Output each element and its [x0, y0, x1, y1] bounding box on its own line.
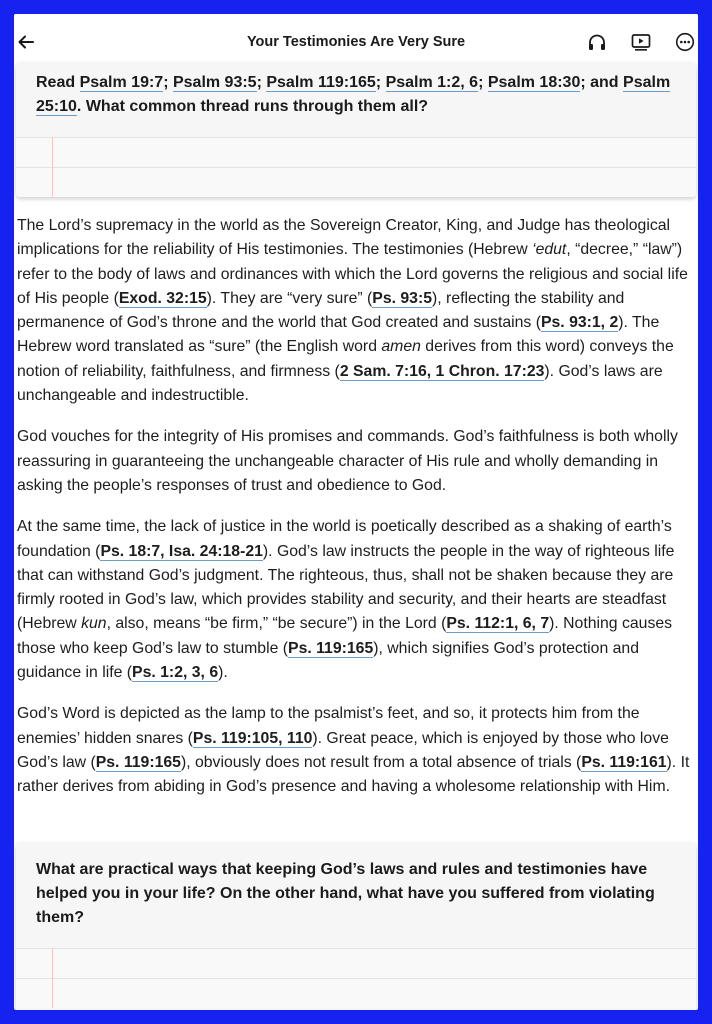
- headphones-icon[interactable]: [586, 31, 608, 53]
- bible-reference-link[interactable]: Psalm 25:10: [36, 74, 671, 115]
- text: ). God’s laws are unchangeable and indestructible.: [17, 362, 663, 405]
- separator: ;: [163, 74, 173, 91]
- paragraph: God vouches for the integrity of His promises and commands. God’s faithfulness is both wholly reassuring in guaranteeing the unchangeable character of His rule and wholly demanding in asking the people’s responses of trust and obedience to God.: [17, 428, 678, 494]
- paragraph: [17, 515, 697, 685]
- lesson-body: [17, 214, 697, 817]
- italic-term: kun: [81, 615, 107, 633]
- question-text-part: . What common thread runs through them all?: [76, 98, 429, 115]
- bible-reference-link[interactable]: Ps. 1:2, 3, 6: [132, 664, 219, 682]
- notepad-rule: [16, 137, 696, 138]
- notepad-rule: [16, 167, 696, 168]
- question-text-part: Read: [36, 74, 80, 91]
- separator: ;: [375, 74, 386, 91]
- text: ). Great peace, which is enjoyed by those who love God’s law (: [17, 729, 669, 771]
- bible-reference-link[interactable]: Exod. 32:15: [118, 289, 207, 307]
- text: ), obviously does not result from a total absence of trials (: [180, 753, 582, 771]
- text: ). God’s law instructs the people in the way of righteous life that can withstand God’s judgment. The righteous, thus, shall not be shaken because they are firmly rooted in God’s law, which provides stability and security, and their hearts are steadfast (Hebrew: [17, 542, 675, 633]
- text: ). They are “very sure” (: [206, 289, 373, 307]
- discussion-question-card: [16, 842, 696, 1010]
- bible-reference-link[interactable]: Ps. 112:1, 6, 7: [446, 615, 550, 633]
- text: ). Nothing causes those who keep God’s law to stumble (: [17, 615, 673, 657]
- play-video-icon[interactable]: [630, 31, 652, 53]
- bible-reference-link[interactable]: Psalm 119:165: [266, 74, 376, 91]
- text: , also, means “be firm,” “be secure”) in the Lord (: [106, 615, 447, 633]
- italic-term: ‘edut: [532, 241, 567, 259]
- separator: ;: [256, 74, 267, 91]
- notepad-rule: [16, 978, 696, 979]
- answer-notepad[interactable]: [16, 948, 696, 1008]
- bible-reference-link[interactable]: Ps. 93:5: [372, 289, 433, 307]
- text: At the same time, the lack of justice in the world is poetically described as a shaking of earth’s foundation (: [17, 518, 672, 560]
- bible-reference-link[interactable]: Psalm 18:30: [487, 74, 581, 91]
- italic-term: amen: [381, 338, 421, 356]
- bible-reference-link[interactable]: Ps. 93:1, 2: [540, 314, 619, 332]
- text: The Lord’s supremacy in the world as the Sovereign Creator, King, and Judge has theological implications for the reliability of His testimonies. The testimonies (Hebrew: [17, 217, 671, 259]
- bible-reference-link[interactable]: Ps. 119:165: [288, 639, 374, 657]
- text: ). The Hebrew word translated as “sure” (the English word: [17, 314, 660, 356]
- notepad-margin: [52, 948, 53, 1008]
- page-title: Your Testimonies Are Very Sure: [246, 34, 466, 50]
- text: ).: [218, 664, 228, 682]
- app-window: [14, 14, 698, 1010]
- discussion-question-card: [16, 62, 696, 197]
- bible-reference-link[interactable]: Ps. 119:165: [95, 753, 181, 771]
- bible-reference-link[interactable]: Psalm 19:7: [79, 74, 164, 91]
- text: derives from this word) conveys the notion of reliability, faithfulness, and firmness (: [17, 338, 674, 380]
- answer-notepad[interactable]: [16, 137, 696, 197]
- question-text: [16, 62, 696, 119]
- bible-reference-link[interactable]: Ps. 119:161: [581, 753, 667, 771]
- bible-reference-link[interactable]: Psalm 93:5: [172, 74, 257, 91]
- text: ), which signifies God’s protection and guidance in life (: [17, 639, 639, 682]
- bible-reference-link[interactable]: Ps. 119:105, 110: [192, 729, 313, 747]
- bible-reference-link[interactable]: Ps. 18:7, Isa. 24:18-21: [100, 542, 263, 560]
- text: , “decree,” “law”) refer to the body of laws and ordinances with which the Lord governs the religious and social life of His people (: [17, 241, 688, 307]
- paragraph: [17, 702, 697, 799]
- notepad-rule: [16, 948, 696, 949]
- separator: ; and: [580, 74, 624, 91]
- question-text: What are practical ways that keeping God’s laws and rules and testimonies have helped you in your life? On the other hand, what have you suffered from violating them?: [36, 861, 655, 926]
- text: ), reflecting the stability and permanence of God’s throne and the world that God created and sustains (: [17, 289, 625, 332]
- bible-reference-link[interactable]: Psalm 1:2, 6: [385, 74, 479, 91]
- bible-reference-link[interactable]: 2 Sam. 7:16, 1 Chron. 17:23: [339, 362, 545, 380]
- separator: ;: [478, 74, 488, 91]
- notepad-margin: [52, 137, 53, 197]
- paragraph: [17, 214, 697, 408]
- text: ). It rather derives from abiding in God’s presence and having a wholesome relationship with Him.: [17, 753, 690, 796]
- more-options-icon[interactable]: [674, 31, 696, 53]
- text: God’s Word is depicted as the lamp to the psalmist’s feet, and so, it protects him from the enemies’ hidden snares (: [17, 705, 640, 747]
